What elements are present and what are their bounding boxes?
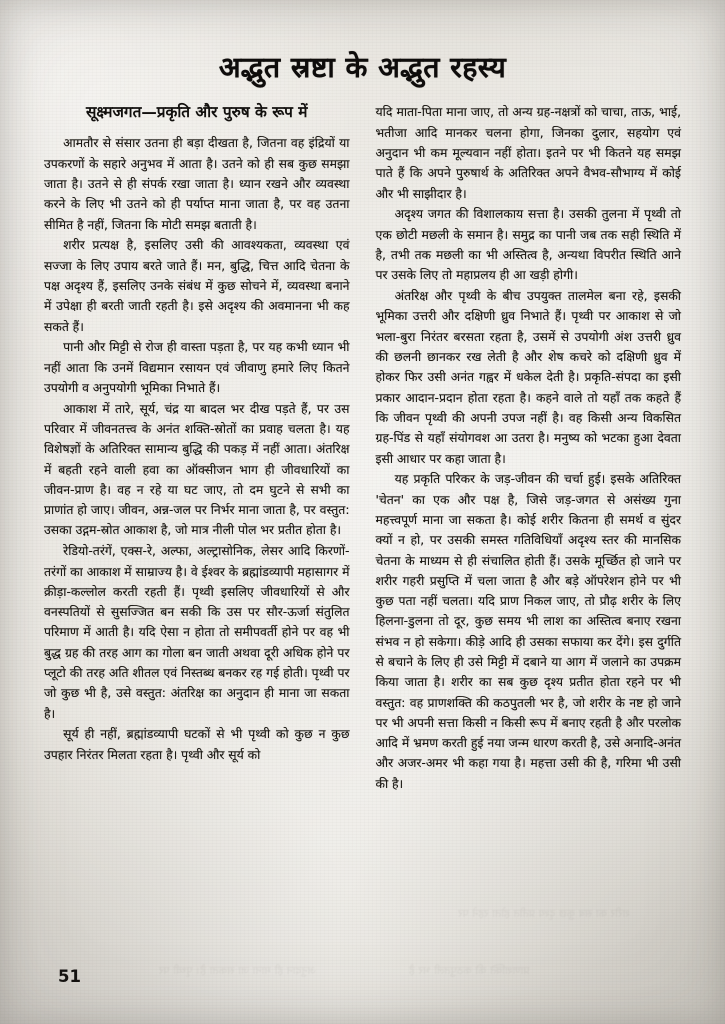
page-number: 51 xyxy=(58,967,81,986)
page-title: अद्भुत स्रष्टा के अद्भुत रहस्य xyxy=(218,51,507,84)
scan-bleed-through-left: अनुदान ही माना जा सकता है। पृथ्वी पर xyxy=(158,964,316,977)
two-column-body xyxy=(44,102,681,794)
paragraph: पानी और मिट्टी से रोज ही वास्ता पड़ता है, पर यह कभी ध्यान भी नहीं आता कि उनमें विद्यमान रसायन एवं जीवाणु हमारे लिए कितने उपयोगी व अनुपयोगी भूमिका निभाते हैं। xyxy=(44,340,350,395)
scan-bleed-through-right: प्राणशक्ति की कठपुतली भर है xyxy=(409,964,530,977)
paragraph: आकाश में तारे, सूर्य, चंद्र या बादल भर दीख पड़ते हैं, पर उस परिवार में जीवनतत्त्व के अनंत शक्ति-स्रोतों का प्रवाह चलता है। यह विशेषज्ञों के अतिरिक्त सामान्य बुद्धि की पकड़ में नहीं आता। अंतरिक्ष में बहती रहने वाली हवा का ऑक्सीजन भाग ही जीवधारियों का जीवन-प्राण है। वह न रहे या घट जाए, तो दम घुटने से सभी का प्राणांत हो जाए। जीवन, अन्न-जल पर निर्भर माना जाता है, पर वस्तुत: उसका उद्गम-स्रोत आकाश है, जो मात्र नीली पोल भर प्रतीत होता है। xyxy=(44,401,350,538)
paragraph: सूर्य ही नहीं, ब्रह्मांडव्यापी घटकों से भी पृथ्वी को कुछ न कुछ उपहार निरंतर मिलता रहता है। पृथ्वी और सूर्य को xyxy=(44,727,350,762)
paragraph: आमतौर से संसार उतना ही बड़ा दीखता है, जितना वह इंद्रियों या उपकरणों के सहारे अनुभव में आता है। उतने को ही सब कुछ समझा जाता है। उतने से ही संपर्क रखा जाता है। ध्यान रखने और व्यवस्था करने के लिए भी उतने को ही पर्याप्त माना जाता है, पर वह उतना सीमित है नहीं, जितना कि मोटी समझ बताती है। xyxy=(44,136,350,232)
scan-bleed-through-middle: शरीर का सब कुछ दृश्य प्रतीत होता रहने पर xyxy=(457,907,630,920)
paragraph: यदि माता-पिता माना जाए, तो अन्य ग्रह-नक्षत्रों को चाचा, ताऊ, भाई, भतीजा आदि मानकर चलना होगा, जिनका दुलार, सहयोग एवं अनुदान भी कम मूल्यवान नहीं होता। इतने पर भी कितने यह समझ पाते हैं कि अपने पुरुषार्थ के अतिरिक्त अपने वैभव-सौभाग्य में कोई और भी साझीदार है। xyxy=(375,105,681,201)
paragraph: अदृश्य जगत की विशालकाय सत्ता है। उसकी तुलना में पृथ्वी तो एक छोटी मछली के समान है। समुद्र का पानी जब तक सही स्थिति में है, तभी तक मछली का भी अस्तित्व है, अन्यथा विपरीत स्थिति आने पर उसके लिए तो महाप्रलय ही आ खड़ी होगी। xyxy=(375,207,681,283)
paragraph: शरीर प्रत्यक्ष है, इसलिए उसी की आवश्यकता, व्यवस्था एवं सज्जा के लिए उपाय बरते जाते हैं। मन, बुद्धि, चित्त आदि चेतना के पक्ष अदृश्य हैं, इसलिए उनके संबंध में कुछ सोचने में, व्यवस्था बनाने में उपेक्षा ही बरती जाती रहती है। इसे अदृश्य की अवमानना भी कह सकते हैं। xyxy=(44,238,350,334)
paragraph: यह प्रकृति परिकर के जड़-जीवन की चर्चा हुई। इसके अतिरिक्त 'चेतन' का एक और पक्ष है, जिसे जड़-जगत से असंख्य गुना महत्त्वपूर्ण माना जा सकता है। कोई शरीर कितना ही समर्थ व सुंदर क्यों न हो, पर उसकी समस्त गतिविधियाँ अदृश्य स्तर की मानसिक चेतना के माध्यम से ही संचालित होती हैं। उसके मूर्च्छित हो जाने पर शरीर गहरी प्रसुप्ति में चला जाता है और बड़े ऑपरेशन होने पर भी कुछ पता नहीं चलता। यदि प्राण निकल जाए, तो प्रौढ़ शरीर के लिए हिलना-डुलना तो दूर, कुछ समय भी लाश का अस्तित्व बनाए रखना संभव न हो सकेगा। कीड़े आदि ही उसका सफाया कर देंगे। इस दुर्गति से बचाने के लिए ही उसे मिट्टी में दबाने या आग में जलाने का उपक्रम किया जाता है। शरीर का सब कुछ दृश्य प्रतीत होता रहने पर भी वस्तुत: वह प्राणशक्ति की कठपुतली भर है, जो शरीर के नष्ट हो जाने पर भी अपनी सत्ता किसी न किसी रूप में बनाए रहती है और परलोक आदि में भ्रमण करती हुई नया जन्म धारण करती है, उसे अनादि-अनंत और अजर-अमर भी कहा गया है। महत्ता उसी की है, गरिमा भी उसी की है। xyxy=(375,472,681,791)
right-column xyxy=(376,102,682,794)
left-column xyxy=(44,102,350,765)
paragraph: रेडियो-तरंगें, एक्स-रे, अल्फा, अल्ट्रासोनिक, लेसर आदि किरणों-तरंगों का आकाश में साम्राज्य है। वे ईश्वर के ब्रह्मांडव्यापी महासागर में क्रीड़ा-कल्लोल करती रहती हैं। पृथ्वी इसलिए जीवधारियों से और वनस्पतियों से सुसज्जित बन सकी कि उस पर सौर-ऊर्जा संतुलित परिमाण में आती है। यदि ऐसा न होता तो समीपवर्ती होने पर वह भी बुद्ध ग्रह की तरह आग का गोला बन जाती अथवा दूरी अधिक होने पर प्लूटो की तरह अति शीतल एवं निस्तब्ध बनकर रह गई होती। पृथ्वी पर जो कुछ भी है, उसे वस्तुत: अंतरिक्ष का अनुदान ही माना जा सकता है। xyxy=(44,544,350,721)
paragraph: अंतरिक्ष और पृथ्वी के बीच उपयुक्त तालमेल बना रहे, इसकी भूमिका उत्तरी और दक्षिणी ध्रुव निभाते हैं। पृथ्वी पर आकाश से जो भला-बुरा निरंतर बरसता रहता है, उसमें से उपयोगी अंश उत्तरी ध्रुव की छलनी छानकर रख लेती है और शेष कचरे को दक्षिणी ध्रुव में होकर फिर उसी अनंत गह्वर में धकेल देती है। प्रकृति-संपदा का इसी प्रकार आदान-प्रदान होता रहता है। कहने वाले तो यहाँ तक कहते हैं कि जीवन पृथ्वी की अपनी उपज नहीं है। वह किसी अन्य विकसित ग्रह-पिंड से यहाँ संयोगवश आ उतरा है। मनुष्य को भटका हुआ देवता इसी आधार पर कहा जाता है। xyxy=(375,289,681,466)
section-heading: सूक्ष्मजगत—प्रकृति और पुरुष के रूप में xyxy=(86,103,308,122)
